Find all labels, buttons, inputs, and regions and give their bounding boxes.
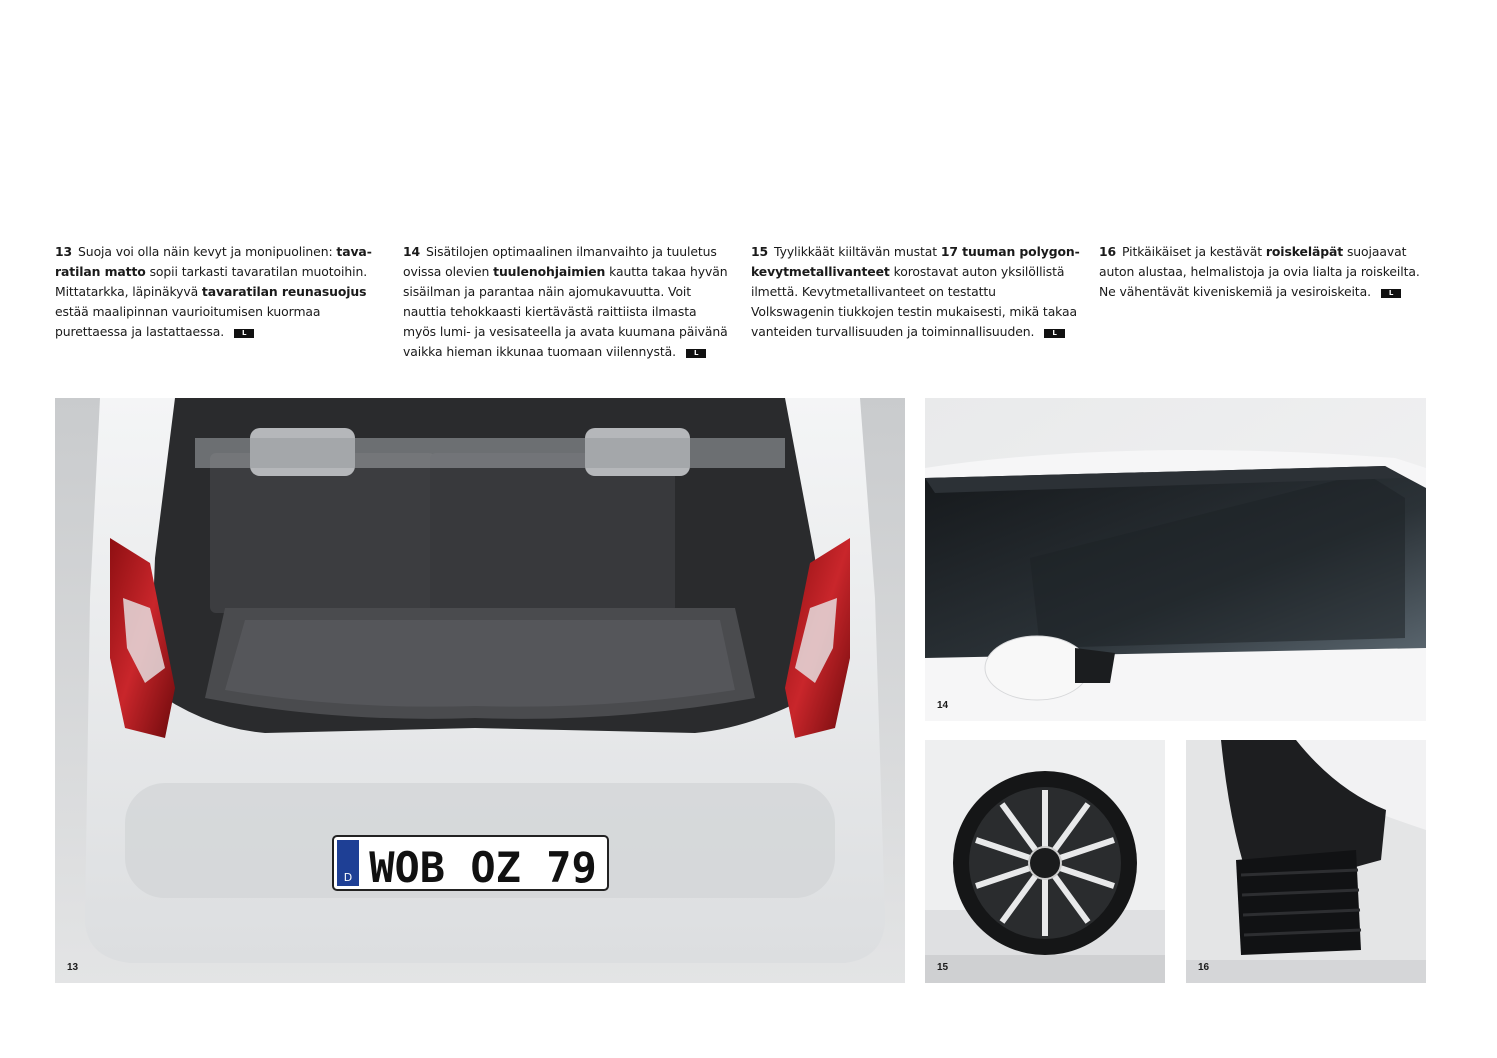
body-text: kautta takaa hyvän sisäilman ja parantaa näin ajomukavuutta. Voit nauttia tehokkaasti kiertävästä raittiista ilmasta myös lumi- ja vesisateella ja avata kuumana päivänä vaikka hieman ikkunaa tuomaan viilennystä. xyxy=(403,264,728,359)
photo-wind-deflector xyxy=(925,398,1426,721)
bold-text: tuulenohjaimien xyxy=(493,264,606,279)
l-badge: L xyxy=(686,349,706,358)
item-number: 14 xyxy=(403,244,421,259)
text-column-16 xyxy=(1099,242,1429,302)
photo-caption: 13 xyxy=(67,962,79,973)
text-column-14 xyxy=(403,242,733,362)
item-number: 16 xyxy=(1099,244,1117,259)
bold-text: tavaratilan reunasuojus xyxy=(201,284,367,299)
body-text: Tyylikkäät kiiltävän mustat xyxy=(774,244,938,259)
l-badge: L xyxy=(1044,329,1064,338)
body-text: suojaavat auton alustaa, helmalistoja ja ovia lialta ja roiskeilta. Ne vähentävät kiveniskemiä ja vesiroiskeita. xyxy=(1099,244,1420,299)
body-text: estää maalipinnan vaurioitumisen kuormaa purettaessa ja lastattaessa. xyxy=(55,304,321,339)
item-number: 15 xyxy=(751,244,769,259)
body-text: Pitkäikäiset ja kestävät xyxy=(1122,244,1263,259)
l-badge: L xyxy=(234,329,254,338)
photo-alloy-wheel xyxy=(925,740,1165,983)
photo-caption: 14 xyxy=(937,700,949,711)
body-text: korostavat auton yksilöllistä ilmettä. Kevytmetallivanteet on testattu Volkswagenin tiukkojen testin mukaisesti, mikä takaa vanteiden turvallisuuden ja toiminnallisuuden. xyxy=(751,264,1078,339)
bold-text: tava-ratilan matto xyxy=(55,244,372,279)
bold-text: 17 tuuman polygon-kevytmetallivanteet xyxy=(751,244,1080,279)
photo-caption: 16 xyxy=(1198,962,1210,973)
body-text: sopii tarkasti tavaratilan muotoihin. Mittatarkka, läpinäkyvä xyxy=(55,264,368,299)
photo-caption: 15 xyxy=(937,962,949,973)
item-number: 13 xyxy=(55,244,73,259)
l-badge: L xyxy=(1381,289,1401,298)
text-column-15 xyxy=(751,242,1081,342)
bold-text: roiskeläpät xyxy=(1265,244,1344,259)
photo-trunk-mat xyxy=(55,398,905,983)
photo-mud-flap xyxy=(1186,740,1426,983)
text-column-13 xyxy=(55,242,385,342)
body-text: Sisätilojen optimaalinen ilmanvaihto ja tuuletus ovissa olevien xyxy=(403,244,717,279)
plate-country: D xyxy=(343,871,353,884)
license-plate: WOB OZ 79 xyxy=(369,843,597,892)
body-text: Suoja voi olla näin kevyt ja monipuolinen: xyxy=(78,244,333,259)
